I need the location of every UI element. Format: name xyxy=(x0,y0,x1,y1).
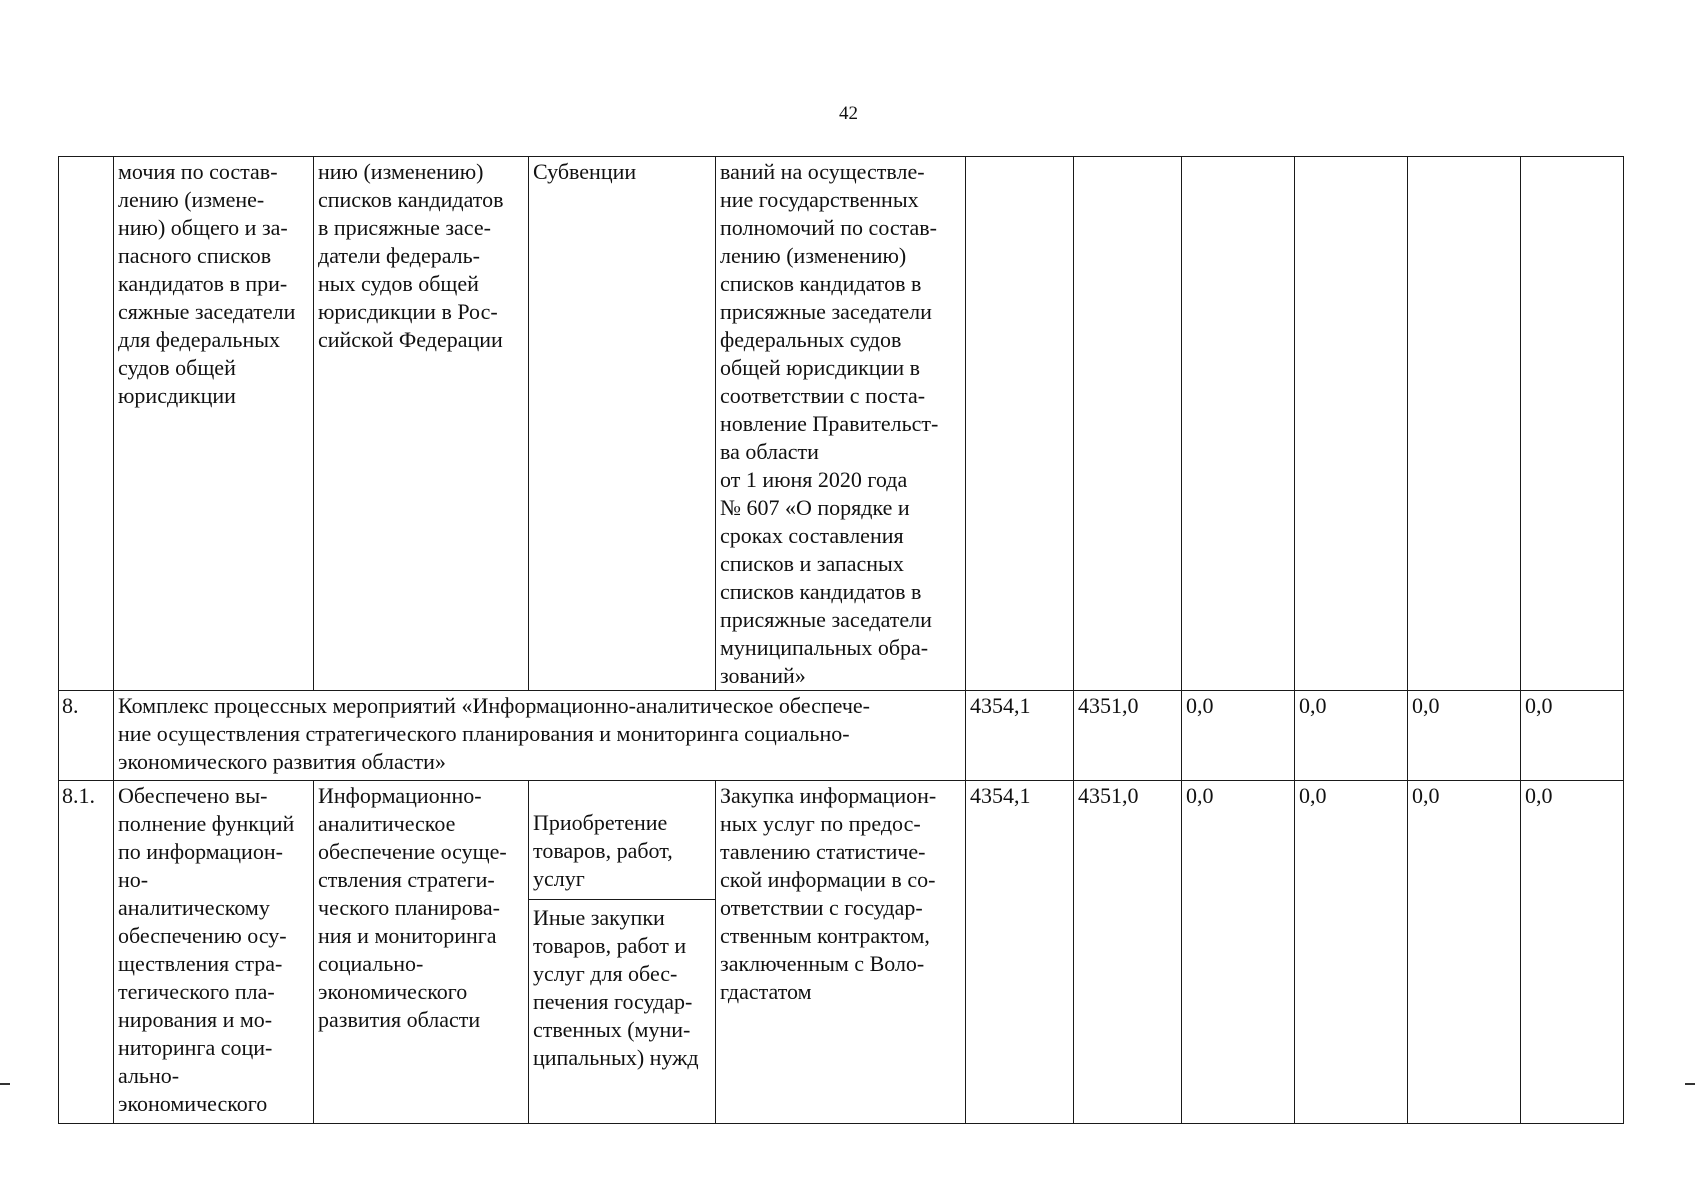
row-number: 8. xyxy=(59,691,114,781)
value-cell: 4351,0 xyxy=(1074,691,1182,781)
table-row xyxy=(59,781,1624,1124)
result-cell: мочия по состав- лению (измене- нию) общего и за- пасного списков кандидатов в при- сяжные заседатели для федеральных судов общей юрисдикции xyxy=(114,157,314,691)
table-row xyxy=(59,691,1624,781)
value-cell xyxy=(1408,157,1521,691)
scan-mark xyxy=(1685,1083,1695,1085)
table-row xyxy=(59,157,1624,691)
value-cell xyxy=(1182,157,1295,691)
value-cell xyxy=(966,157,1074,691)
value-cell: 0,0 xyxy=(1295,691,1408,781)
row-number: 8.1. xyxy=(59,781,114,1124)
page-number: 42 xyxy=(839,103,858,124)
value-cell: 0,0 xyxy=(1521,691,1624,781)
value-cell: 0,0 xyxy=(1295,781,1408,1124)
description-cell: ваний на осуществле- ние государственных полномочий по состав- лению (изменению) списков кандидатов в присяжные заседатели федеральных судов общей юрисдикции в соответствии с поста- новление Правительст- ва области от 1 июня 2020 года № 607 «О порядке и сроках составления списков и запасных списков кандидатов в присяжные заседатели муниципальных обра- зований» xyxy=(716,157,966,691)
value-cell xyxy=(1074,157,1182,691)
value-cell: 0,0 xyxy=(1521,781,1624,1124)
section-title-cell: Комплекс процессных мероприятий «Информационно-аналитическое обеспече- ние осуществления стратегического планирования и мониторинга социально- экономического развития области» xyxy=(114,691,966,781)
row-number xyxy=(59,157,114,691)
value-cell xyxy=(1521,157,1624,691)
result-cell: Обеспечено вы- полнение функций по информацион- но- аналитическому обеспечению осу- ществления стра- тегического пла- нирования и мо- ниторинга соци- ально- экономического xyxy=(114,781,314,1124)
value-cell xyxy=(1295,157,1408,691)
value-cell: 0,0 xyxy=(1408,781,1521,1124)
type-cell-top: Приобретение товаров, работ, услуг xyxy=(529,809,715,900)
measure-cell: Информационно- аналитическое обеспечение осуще- ствления стратеги- ческого планирова- ния и мониторинга социально- экономического развития области xyxy=(314,781,529,1124)
type-cell xyxy=(529,781,716,1124)
value-cell: 4354,1 xyxy=(966,781,1074,1124)
type-cell: Субвенции xyxy=(529,157,716,691)
scan-mark xyxy=(0,1083,10,1085)
description-cell: Закупка информацион- ных услуг по предос- тавлению статистиче- ской информации в со- ответствии с государ- ственным контрактом, заключенным с Воло- гдастатом xyxy=(716,781,966,1124)
budget-table xyxy=(58,156,1624,1124)
value-cell: 4354,1 xyxy=(966,691,1074,781)
value-cell: 4351,0 xyxy=(1074,781,1182,1124)
measure-cell: нию (изменению) списков кандидатов в присяжные засе- датели федераль- ных судов общей юрисдикции в Рос- сийской Федерации xyxy=(314,157,529,691)
value-cell: 0,0 xyxy=(1408,691,1521,781)
value-cell: 0,0 xyxy=(1182,781,1295,1124)
value-cell: 0,0 xyxy=(1182,691,1295,781)
type-cell-bottom: Иные закупки товаров, работ и услуг для обес- печения государ- ственных (муни- ципальных) нужд xyxy=(533,905,699,1070)
